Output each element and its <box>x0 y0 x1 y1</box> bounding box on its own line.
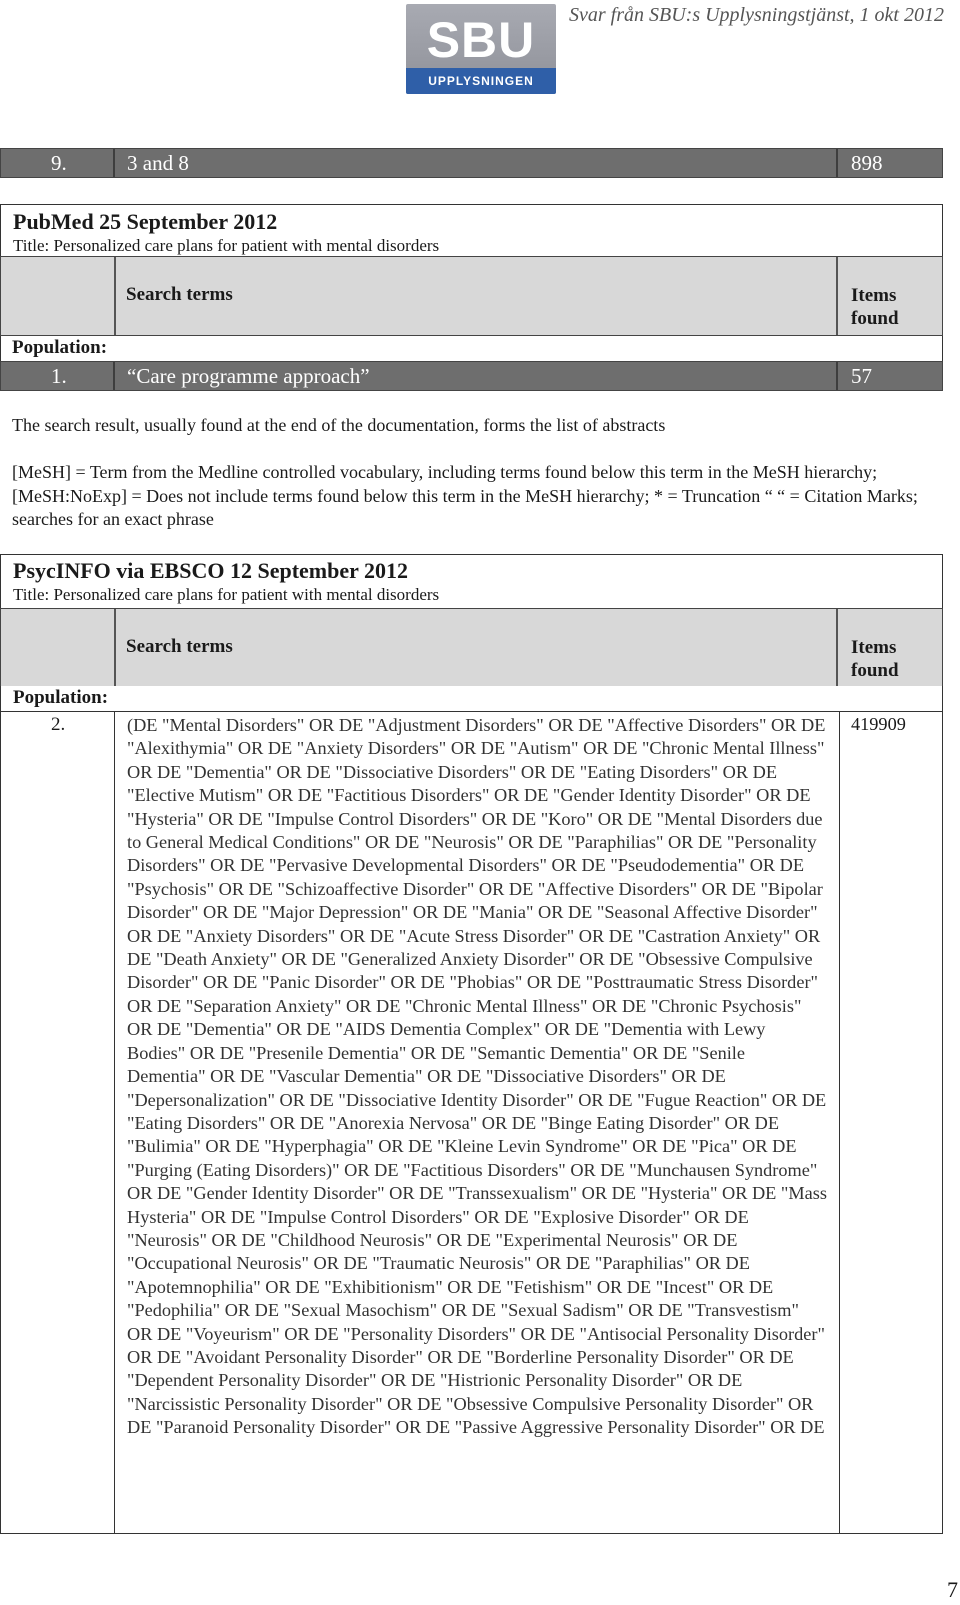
row-term: “Care programme approach” <box>127 364 370 388</box>
row-number: 9. <box>51 151 67 175</box>
column-divider <box>113 149 115 177</box>
search-query: (DE "Mental Disorders" OR DE "Adjustment Disorders" OR DE "Affective Disorders" OR DE "Alexithymia" OR DE "Anxiety Disorders" OR DE "Autism" OR DE "Chronic Mental Illness" OR DE "Dementia" OR DE "Dissociative Disorders" OR DE "Eating Disorders" OR DE "Elective Mutism" OR DE "Factitious Disorders" OR DE "Gender Identity Disorder" OR DE "Hysteria" OR DE "Impulse Control Disorders" OR DE "Koro" OR DE "Mental Disorders due to General Medical Conditions" OR DE "Neurosis" OR DE "Paraphilias" OR DE "Personality Disorders" OR DE "Pervasive Developmental Disorders" OR DE "Pseudodementia" OR DE "Psychosis" OR DE "Schizoaffective Disorder" OR DE "Affective Disorders" OR DE "Bipolar Disorder" OR DE "Major Depression" OR DE "Mania" OR DE "Seasonal Affective Disorder" OR DE "Anxiety Disorders" OR DE "Acute Stress Disorder" OR DE "Castration Anxiety" OR DE "Death Anxiety" OR DE "Generalized Anxiety Disorder" OR DE "Obsessive Compulsive Disorder" OR DE "Panic Disorder" OR DE "Phobias" OR DE "Posttraumatic Stress Disorder" OR DE "Separation Anxiety" OR DE "Chronic Mental Illness" OR DE "Chronic Psychosis" OR DE "Dementia" OR DE "AIDS Dementia Complex" OR DE "Dementia with Lewy Bodies" OR DE "Presenile Dementia" OR DE "Semantic Dementia" OR DE "Senile Dementia" OR DE "Vascular Dementia" OR DE "Dissociative Disorders" OR DE "Depersonalization" OR DE "Dissociative Identity Disorder" OR DE "Fugue Reaction" OR DE "Eating Disorders" OR DE "Anorexia Nervosa" OR DE "Binge Eating Disorder" OR DE "Bulimia" OR DE "Hyperphagia" OR DE "Kleine Levin Syndrome" OR DE "Pica" OR DE "Purging (Eating Disorders)" OR DE "Factitious Disorders" OR DE "Munchausen Syndrome" OR DE "Gender Identity Disorder" OR DE "Transsexualism" OR DE "Hysteria" OR DE "Mass Hysteria" OR DE "Impulse Control Disorders" OR DE "Explosive Disorder" OR DE "Neurosis" OR DE "Childhood Neurosis" OR DE "Experimental Neurosis" OR DE "Occupational Neurosis" OR DE "Traumatic Neurosis" OR DE "Paraphilias" OR DE "Apotemnophilia" OR DE "Exhibitionism" OR DE "Fetishism" OR DE "Incest" OR DE "Pedophilia" OR DE "Sexual Masochism" OR DE "Sexual Sadism" OR DE "Transvestism" OR DE "Voyeurism" OR DE "Personality Disorders" OR DE "Antisocial Personality Disorder" OR DE "Avoidant Personality Disorder" OR DE "Borderline Personality Disorder" OR DE "Dependent Personality Disorder" OR DE "Histrionic Personality Disorder" OR DE "Narcissistic Personality Disorder" OR DE "Obsessive Compulsive Personality Disorder" OR DE "Paranoid Personality Disorder" OR DE "Passive Aggressive Personality Disorder" OR DE <box>127 715 827 1438</box>
search-row-1 <box>0 361 943 391</box>
column-divider <box>836 149 838 177</box>
column-divider <box>836 257 838 335</box>
row-count: 57 <box>851 364 872 388</box>
pubmed-title: PubMed 25 September 2012 <box>13 209 278 234</box>
pubmed-subtitle: Title: Personalized care plans for patient with mental disorders <box>13 236 440 255</box>
column-divider <box>839 712 840 1533</box>
population-label: Population: <box>13 687 109 708</box>
column-divider <box>114 609 116 687</box>
column-divider <box>836 362 838 390</box>
legend-note: [MeSH] = Term from the Medline controlled vocabulary, including terms found below this term in the MeSH hierarchy; [MeSH:NoExp] = Does not include terms found below this term in the MeSH hierarchy; * = Truncation “ “ = Citation Marks; searches for an exact phrase <box>12 462 918 529</box>
row-number: 1. <box>51 364 67 388</box>
column-divider <box>114 712 115 1533</box>
search-terms-header: Search terms <box>126 284 233 305</box>
row-count: 898 <box>851 151 883 175</box>
population-label: Population: <box>12 337 108 358</box>
column-divider <box>836 609 838 687</box>
psycinfo-subtitle: Title: Personalized care plans for patient with mental disorders <box>13 585 440 604</box>
population-row <box>0 686 943 712</box>
row-count: 419909 <box>851 714 906 734</box>
search-terms-header: Search terms <box>126 636 233 657</box>
result-note: The search result, usually found at the end of the documentation, forms the list of abstracts <box>12 415 666 435</box>
psycinfo-title: PsycINFO via EBSCO 12 September 2012 <box>13 558 408 583</box>
items-found-header: Items found <box>851 285 899 329</box>
pubmed-table-header <box>0 256 943 336</box>
items-found-header: Items found <box>851 637 899 681</box>
page-number: 7 <box>947 1577 958 1602</box>
psycinfo-section <box>0 554 943 610</box>
column-divider <box>113 362 115 390</box>
row-number: 2. <box>51 714 66 735</box>
header-note: Svar från SBU:s Upplysningstjänst, 1 okt 2012 <box>569 4 944 26</box>
psycinfo-table-header <box>0 608 943 688</box>
search-row-2 <box>0 711 943 1534</box>
logo-sub-text: UPPLYSNINGEN <box>406 68 556 94</box>
search-row-9 <box>0 148 943 178</box>
logo-main-text: SBU <box>426 12 536 68</box>
column-divider <box>114 257 116 335</box>
row-term: 3 and 8 <box>127 151 189 175</box>
sbu-logo <box>406 4 556 94</box>
